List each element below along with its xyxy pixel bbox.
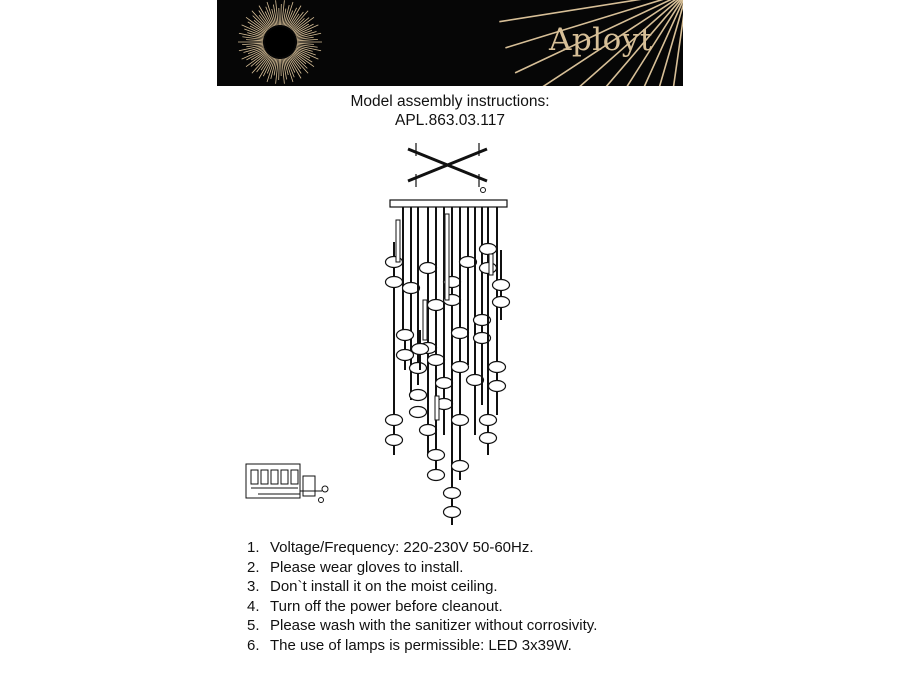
item-text: Please wash with the sanitizer without corrosivity. — [270, 617, 598, 635]
list-item — [247, 616, 597, 636]
brand-logo-text: Aployt — [549, 22, 653, 58]
instructions-list — [247, 538, 597, 656]
item-number: 5. — [247, 617, 260, 635]
list-item — [247, 577, 597, 597]
item-text: Don`t install it on the moist ceiling. — [270, 578, 498, 596]
list-item — [247, 538, 597, 558]
item-text: Voltage/Frequency: 220-230V 50-60Hz. — [270, 539, 534, 556]
model-number: APL.863.03.117 — [394, 112, 506, 129]
list-item — [247, 558, 597, 578]
list-item — [247, 597, 597, 617]
item-number: 2. — [247, 558, 260, 576]
item-text: Turn off the power before cleanout. — [270, 597, 503, 615]
item-number: 1. — [247, 539, 260, 556]
item-text: Please wear gloves to install. — [270, 558, 464, 576]
chandelier-diagram — [386, 200, 510, 525]
item-number: 4. — [247, 597, 260, 615]
title-line: Model assembly instructions: — [350, 93, 550, 110]
mounting-bracket-diagram — [408, 143, 487, 193]
list-item — [247, 636, 597, 656]
wiring-block-diagram — [246, 464, 328, 503]
item-number: 6. — [247, 636, 260, 654]
item-text: The use of lamps is permissible: LED 3x39W. — [270, 636, 572, 654]
item-number: 3. — [247, 578, 260, 596]
